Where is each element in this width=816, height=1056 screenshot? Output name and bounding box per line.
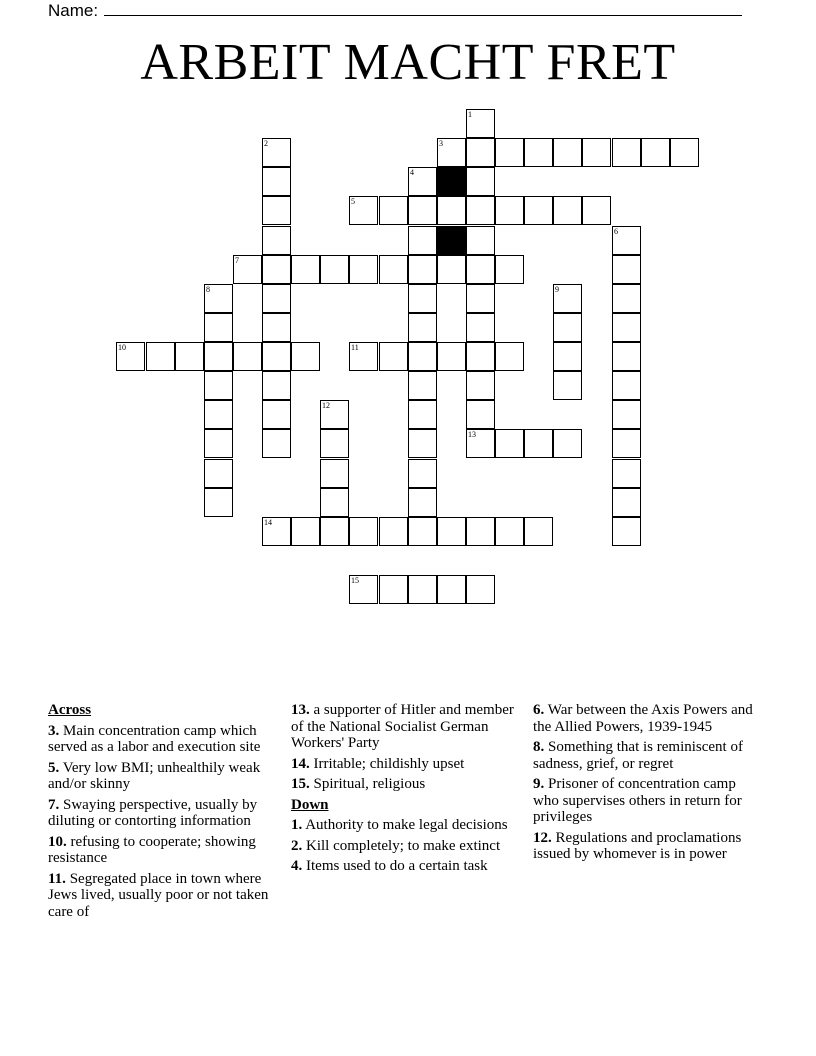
crossword-cell[interactable] bbox=[582, 138, 611, 167]
clue-text: Very low BMI; unhealthily weak and/or skinny bbox=[48, 759, 261, 792]
clue-across-11 bbox=[48, 871, 280, 921]
crossword-cell[interactable] bbox=[291, 342, 320, 371]
crossword-cell[interactable] bbox=[466, 313, 495, 342]
crossword-cell[interactable] bbox=[408, 400, 437, 429]
down-heading: Down bbox=[291, 796, 329, 813]
cell-number: 12 bbox=[322, 401, 330, 410]
clue-text: a supporter of Hitler and member of the National Socialist German Workers' Party bbox=[291, 702, 514, 751]
crossword-cell[interactable] bbox=[408, 167, 437, 196]
page-title: ARBEIT MACHT FRET bbox=[140, 34, 676, 91]
crossword-cell[interactable] bbox=[524, 138, 553, 167]
crossword-cell[interactable] bbox=[408, 226, 437, 255]
cell-number: 9 bbox=[555, 285, 559, 294]
clue-number: 6. bbox=[533, 702, 545, 718]
crossword-cell[interactable] bbox=[233, 342, 262, 371]
crossword-cell[interactable] bbox=[204, 342, 233, 371]
crossword-cell[interactable] bbox=[553, 196, 582, 225]
crossword-cell[interactable] bbox=[262, 313, 291, 342]
clue-text: Something that is reminiscent of sadness, grief, or regret bbox=[533, 739, 743, 772]
crossword-cell[interactable] bbox=[320, 255, 349, 284]
crossword-cell[interactable] bbox=[612, 371, 641, 400]
crossword-block bbox=[437, 167, 466, 196]
crossword-cell[interactable] bbox=[612, 138, 641, 167]
crossword-cell[interactable] bbox=[379, 575, 408, 604]
crossword-cell[interactable] bbox=[437, 138, 466, 167]
clue-down-2 bbox=[291, 838, 523, 855]
clue-down-9 bbox=[533, 776, 765, 826]
cell-number: 13 bbox=[468, 430, 476, 439]
crossword-cell[interactable] bbox=[612, 488, 641, 517]
cell-number: 10 bbox=[118, 343, 126, 352]
crossword-cell[interactable] bbox=[408, 255, 437, 284]
crossword-cell[interactable] bbox=[495, 429, 524, 458]
crossword-cell[interactable] bbox=[262, 255, 291, 284]
clue-text: Segregated place in town where Jews lived, usually poor or not taken care of bbox=[48, 870, 269, 920]
crossword-cell[interactable] bbox=[437, 517, 466, 546]
crossword-cell[interactable] bbox=[495, 138, 524, 167]
crossword-cell[interactable] bbox=[612, 255, 641, 284]
clue-number: 5. bbox=[48, 759, 60, 776]
clue-number: 4. bbox=[291, 858, 303, 874]
clue-number: 13. bbox=[291, 702, 310, 718]
clue-number: 10. bbox=[48, 833, 67, 850]
crossword-cell[interactable] bbox=[204, 371, 233, 400]
crossword-cell[interactable] bbox=[408, 284, 437, 313]
crossword-cell[interactable] bbox=[437, 255, 466, 284]
crossword-cell[interactable] bbox=[466, 284, 495, 313]
crossword-cell[interactable] bbox=[641, 138, 670, 167]
crossword-cell[interactable] bbox=[612, 517, 641, 546]
crossword-cell[interactable] bbox=[262, 400, 291, 429]
cell-number: 15 bbox=[351, 576, 359, 585]
crossword-cell[interactable] bbox=[612, 313, 641, 342]
crossword-cell[interactable] bbox=[553, 138, 582, 167]
crossword-cell[interactable] bbox=[349, 255, 378, 284]
crossword-cell[interactable] bbox=[437, 342, 466, 371]
crossword-cell[interactable] bbox=[466, 371, 495, 400]
clue-number: 8. bbox=[533, 739, 545, 755]
crossword-cell[interactable] bbox=[204, 313, 233, 342]
cell-number: 2 bbox=[264, 139, 268, 148]
crossword-cell[interactable] bbox=[262, 517, 291, 546]
crossword-cell[interactable] bbox=[204, 400, 233, 429]
crossword-cell[interactable] bbox=[466, 226, 495, 255]
crossword-cell[interactable] bbox=[146, 342, 175, 371]
clue-text: Kill completely; to make extinct bbox=[306, 837, 501, 854]
clue-down-12 bbox=[533, 830, 765, 863]
clue-text: Swaying perspective, usually by diluting or contorting information bbox=[48, 796, 258, 829]
crossword-cell[interactable] bbox=[379, 342, 408, 371]
clue-number: 2. bbox=[291, 837, 303, 854]
crossword-cell[interactable] bbox=[408, 459, 437, 488]
clue-text: Spiritual, religious bbox=[313, 776, 426, 792]
crossword-cell[interactable] bbox=[495, 196, 524, 225]
crossword-cell[interactable] bbox=[320, 400, 349, 429]
crossword-cell[interactable] bbox=[553, 342, 582, 371]
crossword-cell[interactable] bbox=[233, 255, 262, 284]
crossword-cell[interactable] bbox=[349, 575, 378, 604]
crossword-cell[interactable] bbox=[466, 167, 495, 196]
crossword-cell[interactable] bbox=[262, 226, 291, 255]
crossword-cell[interactable] bbox=[495, 517, 524, 546]
crossword-cell[interactable] bbox=[524, 429, 553, 458]
crossword-cell[interactable] bbox=[612, 226, 641, 255]
crossword-cell[interactable] bbox=[320, 459, 349, 488]
cell-number: 5 bbox=[351, 197, 355, 206]
clue-text: Items used to do a certain task bbox=[306, 858, 488, 874]
crossword-cell[interactable] bbox=[262, 138, 291, 167]
cell-number: 6 bbox=[614, 227, 618, 236]
crossword-cell[interactable] bbox=[408, 429, 437, 458]
crossword-cell[interactable] bbox=[408, 575, 437, 604]
crossword-cell[interactable] bbox=[291, 517, 320, 546]
crossword-cell[interactable] bbox=[553, 284, 582, 313]
crossword-cell[interactable] bbox=[553, 371, 582, 400]
crossword-cell[interactable] bbox=[495, 342, 524, 371]
crossword-cell[interactable] bbox=[466, 575, 495, 604]
clue-across-13 bbox=[291, 702, 523, 752]
crossword-cell[interactable] bbox=[553, 313, 582, 342]
clues-column-1 bbox=[48, 702, 280, 924]
crossword-cell[interactable] bbox=[408, 342, 437, 371]
crossword-cell[interactable] bbox=[437, 575, 466, 604]
clue-number: 7. bbox=[48, 796, 60, 813]
clue-number: 15. bbox=[291, 776, 310, 792]
cell-number: 7 bbox=[235, 256, 239, 265]
crossword-cell[interactable] bbox=[495, 255, 524, 284]
crossword-cell[interactable] bbox=[612, 459, 641, 488]
crossword-cell[interactable] bbox=[349, 196, 378, 225]
crossword-cell[interactable] bbox=[262, 167, 291, 196]
clue-across-7 bbox=[48, 797, 280, 830]
clue-number: 9. bbox=[533, 776, 545, 792]
crossword-cell[interactable] bbox=[349, 517, 378, 546]
crossword-cell[interactable] bbox=[466, 196, 495, 225]
clue-number: 3. bbox=[48, 722, 60, 739]
clue-number: 11. bbox=[48, 870, 66, 887]
crossword-cell[interactable] bbox=[408, 313, 437, 342]
crossword-cell[interactable] bbox=[379, 196, 408, 225]
clue-across-10 bbox=[48, 834, 280, 867]
crossword-cell[interactable] bbox=[408, 488, 437, 517]
crossword-cell[interactable] bbox=[175, 342, 204, 371]
clue-text: refusing to cooperate; showing resistance bbox=[48, 833, 256, 866]
crossword-cell[interactable] bbox=[466, 342, 495, 371]
crossword-cell[interactable] bbox=[349, 342, 378, 371]
clues-column-2 bbox=[291, 702, 523, 879]
cell-number: 4 bbox=[410, 168, 414, 177]
crossword-cell[interactable] bbox=[262, 371, 291, 400]
crossword-cell[interactable] bbox=[204, 284, 233, 313]
clue-down-4 bbox=[291, 858, 523, 875]
crossword-cell[interactable] bbox=[466, 255, 495, 284]
crossword-cell[interactable] bbox=[291, 255, 320, 284]
cell-number: 1 bbox=[468, 110, 472, 119]
crossword-cell[interactable] bbox=[116, 342, 145, 371]
crossword-cell[interactable] bbox=[262, 196, 291, 225]
clue-down-6 bbox=[533, 702, 765, 735]
cell-number: 14 bbox=[264, 518, 272, 527]
name-label: Name: bbox=[48, 1, 99, 20]
clue-text: Prisoner of concentration camp who supervises others in return for privileges bbox=[533, 776, 742, 825]
crossword-cell[interactable] bbox=[262, 429, 291, 458]
crossword-cell[interactable] bbox=[320, 488, 349, 517]
crossword-cell[interactable] bbox=[553, 429, 582, 458]
crossword-cell[interactable] bbox=[379, 255, 408, 284]
crossword-cell[interactable] bbox=[466, 429, 495, 458]
crossword-cell[interactable] bbox=[408, 517, 437, 546]
clues-column-3 bbox=[533, 702, 765, 867]
crossword-cell[interactable] bbox=[466, 400, 495, 429]
clue-text: Regulations and proclamations issued by whomever is in power bbox=[533, 829, 742, 862]
crossword-cell[interactable] bbox=[320, 429, 349, 458]
clue-across-3 bbox=[48, 723, 280, 756]
crossword-cell[interactable] bbox=[262, 342, 291, 371]
crossword-cell[interactable] bbox=[612, 400, 641, 429]
clue-down-8 bbox=[533, 739, 765, 772]
crossword-cell[interactable] bbox=[466, 109, 495, 138]
crossword-cell[interactable] bbox=[408, 371, 437, 400]
clue-text: Authority to make legal decisions bbox=[305, 817, 508, 833]
crossword-cell[interactable] bbox=[670, 138, 699, 167]
crossword-cell[interactable] bbox=[524, 517, 553, 546]
crossword-cell[interactable] bbox=[262, 284, 291, 313]
crossword-cell[interactable] bbox=[437, 196, 466, 225]
clue-number: 12. bbox=[533, 829, 552, 846]
clue-down-1 bbox=[291, 817, 523, 834]
crossword-cell[interactable] bbox=[582, 196, 611, 225]
crossword-cell[interactable] bbox=[466, 517, 495, 546]
clue-across-14 bbox=[291, 756, 523, 773]
crossword-cell[interactable] bbox=[466, 138, 495, 167]
cell-number: 11 bbox=[351, 343, 359, 352]
crossword-cell[interactable] bbox=[612, 284, 641, 313]
clue-text: Irritable; childishly upset bbox=[313, 755, 465, 772]
crossword-block bbox=[437, 226, 466, 255]
crossword-cell[interactable] bbox=[408, 196, 437, 225]
crossword-cell[interactable] bbox=[612, 429, 641, 458]
clue-text: War between the Axis Powers and the Allied Powers, 1939-1945 bbox=[533, 702, 753, 735]
clue-number: 14. bbox=[291, 755, 310, 772]
crossword-cell[interactable] bbox=[204, 459, 233, 488]
crossword-cell[interactable] bbox=[379, 517, 408, 546]
crossword-cell[interactable] bbox=[320, 517, 349, 546]
clue-text: Main concentration camp which served as a labor and execution site bbox=[48, 722, 261, 755]
crossword-cell[interactable] bbox=[524, 196, 553, 225]
clue-across-5 bbox=[48, 760, 280, 793]
clue-across-15 bbox=[291, 776, 523, 793]
crossword-cell[interactable] bbox=[612, 342, 641, 371]
cell-number: 3 bbox=[439, 139, 443, 148]
clue-number: 1. bbox=[291, 817, 303, 833]
cell-number: 8 bbox=[206, 285, 210, 294]
crossword-cell[interactable] bbox=[204, 429, 233, 458]
crossword-cell[interactable] bbox=[204, 488, 233, 517]
across-heading: Across bbox=[48, 702, 92, 718]
